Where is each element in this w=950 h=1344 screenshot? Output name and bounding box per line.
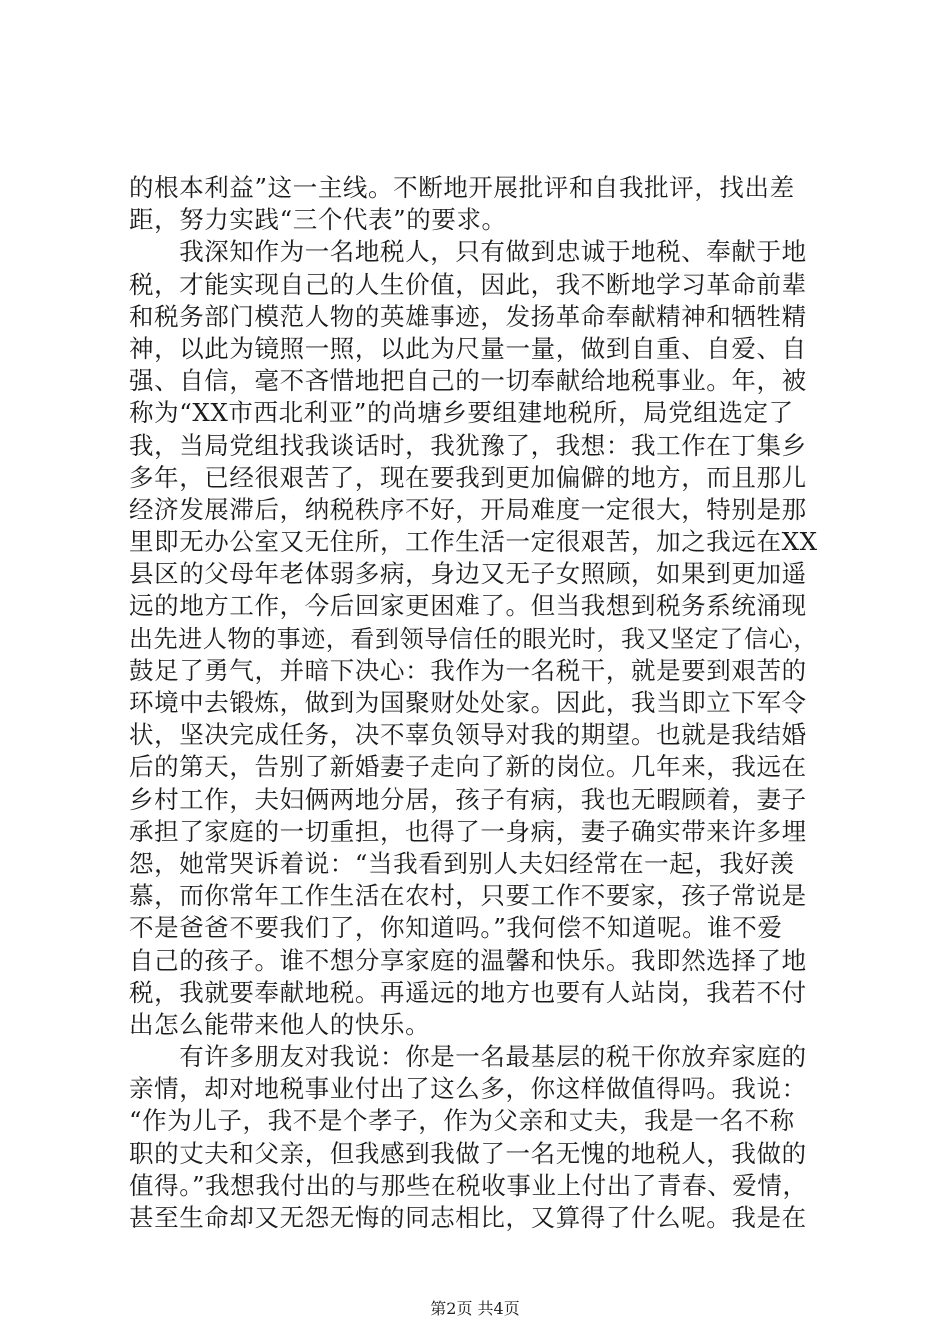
text-line: 和税务部门模范人物的英雄事迹，发扬革命奉献精神和牺牲精 — [129, 301, 807, 331]
text-line: 自己的孩子。谁不想分享家庭的温馨和快乐。我即然选择了地 — [129, 945, 807, 975]
text-line: 值得。”我想我付出的与那些在税收事业上付出了青春、爱情， — [129, 1170, 808, 1200]
text-line: 远的地方工作，今后回家更困难了。但当我想到税务系统涌现 — [129, 591, 807, 621]
text-line: 的根本利益”这一主线。不断地开展批评和自我批评，找出差 — [129, 173, 795, 202]
text-line: 神，以此为镜照一照，以此为尺量一量，做到自重、自爱、自 — [129, 333, 807, 363]
text-line: 承担了家庭的一切重担，也得了一身病，妻子确实带来许多埋 — [129, 816, 807, 846]
text-line: 税，我就要奉献地税。再遥远的地方也要有人站岗，我若不付 — [129, 977, 807, 1007]
text-line: 县区的父母年老体弱多病，身边又无子女照顾，如果到更加遥 — [129, 559, 807, 589]
text-line: 税，才能实现自己的人生价值，因此，我不断地学习革命前辈 — [129, 269, 807, 299]
text-line: 乡村工作，夫妇俩两地分居，孩子有病，我也无暇顾着，妻子 — [129, 784, 807, 814]
text-line: “作为儿子，我不是个孝子，作为父亲和丈夫，我是一名不称 — [129, 1106, 795, 1136]
text-line: 强、自信，毫不吝惜地把自己的一切奉献给地税事业。年，被 — [129, 366, 807, 396]
text-line: 多年，已经很艰苦了，现在要我到更加偏僻的地方，而且那儿 — [129, 462, 807, 492]
page-footer: 第2页 共4页 — [430, 1299, 520, 1318]
text-line: 怨，她常哭诉着说：“当我看到别人夫妇经常在一起，我好羡 — [129, 848, 795, 878]
text-line: 里即无办公室又无住所，工作生活一定很艰苦，加之我远在XX — [129, 527, 818, 557]
text-line: 状，坚决完成任务，决不辜负领导对我的期望。也就是我结婚 — [129, 720, 807, 750]
text-line: 我深知作为一名地税人，只有做到忠诚于地税、奉献于地 — [129, 237, 807, 267]
text-line: 环境中去锻炼，做到为国聚财处处家。因此，我当即立下军令 — [129, 688, 807, 717]
text-line: 出怎么能带来他人的快乐。 — [129, 1009, 431, 1039]
text-line: 不是爸爸不要我们了，你知道吗。”我何偿不知道呢。谁不爱 — [129, 913, 783, 943]
text-line: 距，努力实践“三个代表”的要求。 — [129, 205, 507, 235]
text-line: 后的第天，告别了新婚妻子走向了新的岗位。几年来，我远在 — [129, 752, 807, 782]
text-line: 鼓足了勇气，并暗下决心：我作为一名税干，就是要到艰苦的 — [129, 655, 807, 685]
text-line: 我，当局党组找我谈话时，我犹豫了，我想：我工作在丁集乡 — [129, 430, 807, 460]
body-text — [129, 172, 829, 1234]
text-line: 有许多朋友对我说：你是一名最基层的税干你放弃家庭的 — [129, 1042, 807, 1072]
text-line: 亲情，却对地税事业付出了这么多，你这样做值得吗。我说： — [129, 1074, 807, 1104]
text-line: 出先进人物的事迹，看到领导信任的眼光时，我又坚定了信心， — [129, 624, 818, 653]
text-line: 经济发展滞后，纳税秩序不好，开局难度一定很大，特别是那 — [129, 494, 807, 524]
text-line: 职的丈夫和父亲，但我感到我做了一名无愧的地税人，我做的 — [129, 1138, 807, 1168]
text-line: 称为“XX市西北利亚”的尚塘乡要组建地税所，局党组选定了 — [129, 398, 794, 428]
text-line: 慕，而你常年工作生活在农村，只要工作不要家，孩子常说是 — [129, 881, 807, 911]
text-line: 甚至生命却又无怨无悔的同志相比，又算得了什么呢。我是在 — [129, 1203, 807, 1232]
